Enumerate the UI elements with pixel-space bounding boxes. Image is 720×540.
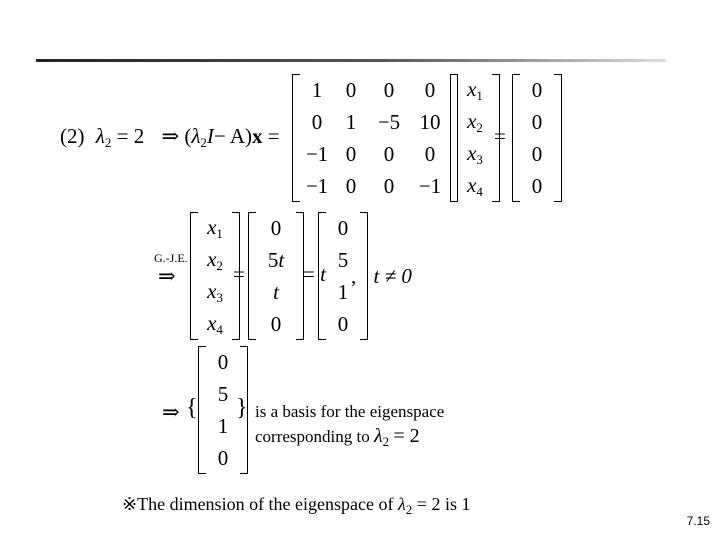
equals-t: = t xyxy=(303,262,326,286)
basis-text-line1: is a basis for the eigenspace xyxy=(255,402,445,421)
matrix-cell: 0 xyxy=(345,77,357,102)
equals-sign-1b: = xyxy=(494,124,506,148)
matrix-cell: 0 xyxy=(311,109,323,134)
matrix-cell: 0 xyxy=(424,77,436,102)
matrix-cell: 0 xyxy=(345,141,357,166)
brace-open: { xyxy=(186,395,198,421)
zero-vector-entry: 0 xyxy=(531,173,543,198)
zero-vector-entry: 0 xyxy=(531,109,543,134)
zero-vector xyxy=(512,74,562,202)
zero-vector-entry: 0 xyxy=(531,141,543,166)
vector-entry-x: $x_1$ xyxy=(207,214,223,241)
t-condition: , t ≠ 0 xyxy=(351,264,412,288)
basis-entry: 0 xyxy=(217,349,229,374)
matrix-cell: −5 xyxy=(377,109,401,134)
matrix-cell: 1 xyxy=(345,109,357,134)
footnote: ※The dimension of the eigenspace of $\lambda_2 = 2$ is 1 xyxy=(122,494,471,517)
matrix-cell: −1 xyxy=(305,141,329,166)
vector-entry-x: $x_2$ xyxy=(207,246,223,273)
brace-close: } xyxy=(236,395,248,421)
basis-entry: 0 xyxy=(217,445,229,470)
coefficient-matrix xyxy=(292,74,458,202)
basis-entry: 5 xyxy=(217,381,229,406)
basis-entry: 5 xyxy=(337,247,349,272)
matrix-cell: 10 xyxy=(419,109,441,134)
matrix-cell: −1 xyxy=(418,173,442,198)
matrix-cell: 0 xyxy=(424,141,436,166)
vector-entry-x: $x_4$ xyxy=(467,172,483,199)
basis-text-line2: corresponding to $\lambda_2 = 2$ xyxy=(255,425,420,449)
parametric-entry: 0 xyxy=(270,311,282,336)
matrix-cell: 1 xyxy=(311,77,323,102)
basis-statement xyxy=(255,400,444,454)
parametric-vector xyxy=(248,212,304,340)
parametric-entry: 5t xyxy=(267,247,285,272)
page-number: 7.15 xyxy=(686,514,710,528)
vector-entry-x: $x_3$ xyxy=(207,278,223,305)
matrix-cell: −1 xyxy=(305,173,329,198)
basis-entry: 0 xyxy=(337,215,349,240)
basis-entry: 1 xyxy=(337,279,349,304)
matrix-cell: 0 xyxy=(383,77,395,102)
vector-entry-x: $x_4$ xyxy=(207,310,223,337)
basis-entry: 1 xyxy=(217,413,229,438)
basis-entry: 0 xyxy=(337,311,349,336)
zero-vector-entry: 0 xyxy=(531,77,543,102)
vector-entry-x: $x_2$ xyxy=(467,108,483,135)
matrix-cell: 0 xyxy=(383,141,395,166)
eq-line1-left: (2) $\lambda_2 = 2$ ⇒ $(\lambda_2I- A)x$ = xyxy=(60,124,280,150)
equals-sign-2a: = xyxy=(233,262,245,286)
title-rule xyxy=(36,59,666,62)
x-vector-1 xyxy=(450,74,500,202)
parametric-entry: t xyxy=(273,279,279,304)
parametric-entry: 0 xyxy=(270,215,282,240)
vector-entry-x: $x_3$ xyxy=(467,140,483,167)
implies-arrow-3: ⇒ xyxy=(162,400,180,424)
matrix-cell: 0 xyxy=(383,173,395,198)
vector-entry-x: $x_1$ xyxy=(467,76,483,103)
gje-label: G.-J.E. xyxy=(154,251,188,265)
implies-arrow-2: ⇒ xyxy=(158,264,176,288)
matrix-cell: 0 xyxy=(345,173,357,198)
